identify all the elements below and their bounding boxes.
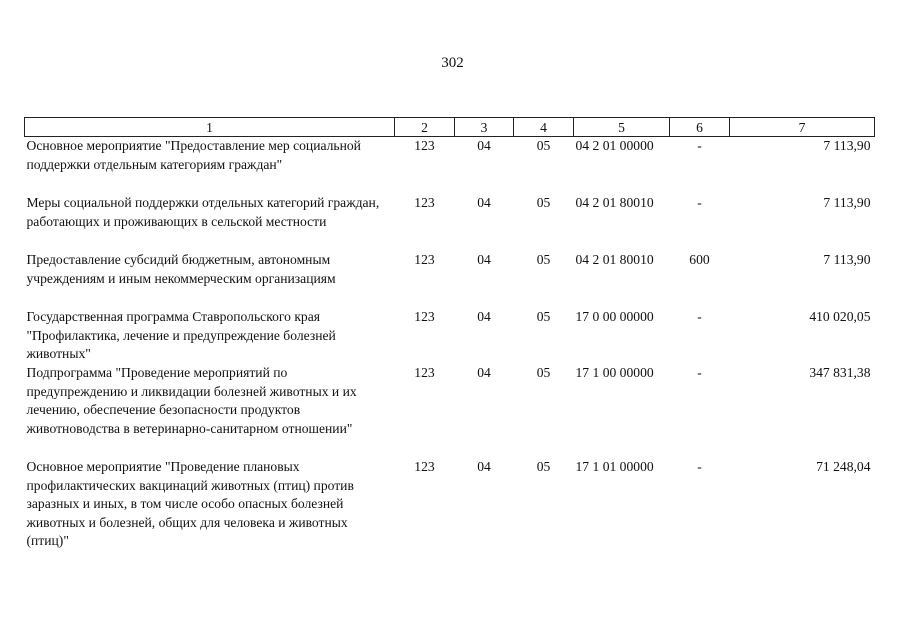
page-number: 302: [441, 55, 464, 71]
row-col-4: 05: [536, 138, 551, 153]
row-col-6: 600: [689, 252, 710, 267]
row-col-4: 05: [536, 459, 551, 474]
row-name: Основное мероприятие "Предоставление мер социальной поддержки отдельным категориям граждан": [26, 138, 361, 172]
table-header: [25, 118, 875, 137]
row-col-4: 05: [536, 309, 551, 324]
row-col-7: 410 020,05: [809, 309, 871, 324]
row-col-6: -: [697, 138, 702, 153]
row-name: Подпрограмма "Проведение мероприятий по предупреждению и ликвидации болезней животных и их лечению, обеспечение безопасности продуктов животноводства в ветеринарно-санитарном отношении": [26, 365, 357, 436]
row-col-2: 123: [414, 138, 435, 153]
budget-table: [24, 117, 875, 551]
column-header-3: 3: [455, 118, 514, 137]
table-row: [25, 364, 875, 458]
row-col-4: 05: [536, 195, 551, 210]
row-col-7: 7 113,90: [823, 252, 871, 267]
row-col-3: 04: [477, 138, 491, 153]
row-name: Предоставление субсидий бюджетным, автономным учреждениям и иным некоммерческим организациям: [26, 252, 336, 286]
row-col-5: 04 2 01 80010: [575, 252, 654, 267]
row-col-2: 123: [414, 459, 435, 474]
row-col-6: -: [697, 365, 702, 380]
row-col-5: 17 1 01 00000: [575, 459, 654, 474]
row-name: Государственная программа Ставропольского края "Профилактика, лечение и предупреждение болезней животных": [26, 309, 336, 361]
row-col-7: 71 248,04: [816, 459, 871, 474]
table-row: [25, 194, 875, 251]
row-col-5: 17 0 00 00000: [575, 309, 654, 324]
row-col-7: 7 113,90: [823, 195, 871, 210]
row-col-5: 04 2 01 80010: [575, 195, 654, 210]
column-header-4: 4: [514, 118, 574, 137]
row-col-7: 347 831,38: [809, 365, 871, 380]
table-row: [25, 458, 875, 551]
row-col-6: -: [697, 309, 702, 324]
table-row: [25, 308, 875, 364]
row-col-3: 04: [477, 459, 491, 474]
column-header-5: 5: [574, 118, 670, 137]
row-col-3: 04: [477, 195, 491, 210]
row-name: Меры социальной поддержки отдельных категорий граждан, работающих и проживающих в сельской местности: [26, 195, 380, 229]
row-col-6: -: [697, 195, 702, 210]
row-col-5: 04 2 01 00000: [575, 138, 654, 153]
table-body: [25, 137, 875, 551]
column-header-1: 1: [25, 118, 395, 137]
row-col-2: 123: [414, 309, 435, 324]
table-row: [25, 251, 875, 308]
row-col-6: -: [697, 459, 702, 474]
header-row: [25, 118, 875, 137]
row-col-3: 04: [477, 252, 491, 267]
row-col-2: 123: [414, 365, 435, 380]
row-col-4: 05: [536, 365, 551, 380]
column-header-2: 2: [395, 118, 455, 137]
column-header-7: 7: [730, 118, 875, 137]
column-header-6: 6: [670, 118, 730, 137]
row-col-2: 123: [414, 195, 435, 210]
row-col-5: 17 1 00 00000: [575, 365, 654, 380]
table-row: [25, 137, 875, 195]
row-col-4: 05: [536, 252, 551, 267]
row-col-7: 7 113,90: [823, 138, 871, 153]
row-name: Основное мероприятие "Проведение плановых профилактических вакцинаций животных (птиц) против заразных и иных, в том числе особо опасных болезней животных и болезней, общих для человека и животных (птиц)": [26, 459, 354, 548]
row-col-3: 04: [477, 365, 491, 380]
row-col-3: 04: [477, 309, 491, 324]
row-col-2: 123: [414, 252, 435, 267]
